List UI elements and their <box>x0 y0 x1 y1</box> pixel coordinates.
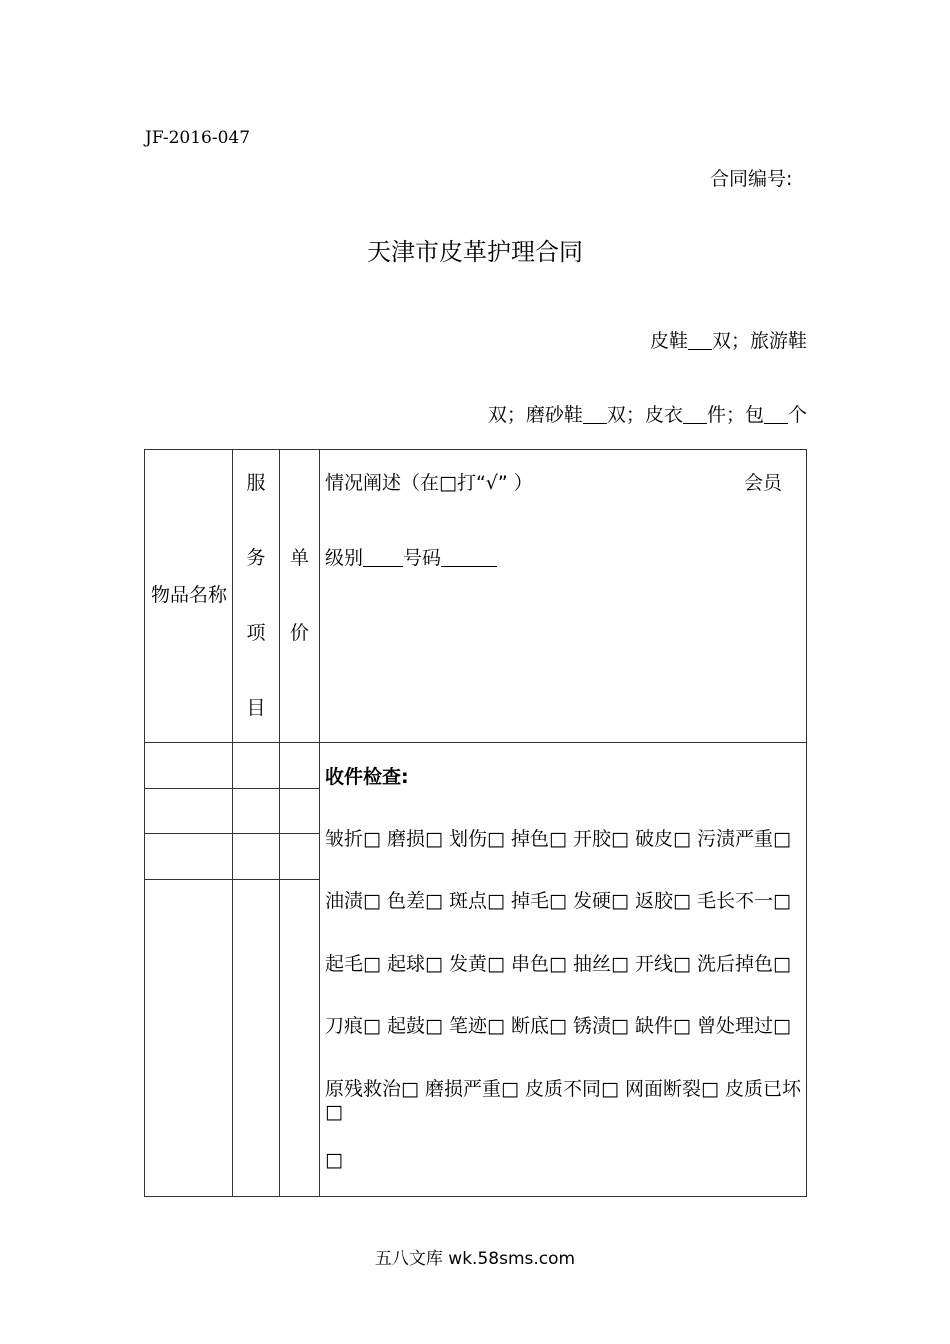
travel-shoes-label: 旅游鞋 <box>749 330 807 352</box>
pair-label: 双； <box>711 330 750 352</box>
price-header <box>280 450 319 742</box>
inspection-line: 起毛□ 起球□ 发黄□ 串色□ 抽丝□ 开线□ 洗后掉色□ <box>325 953 791 975</box>
items-line-2 <box>488 400 807 427</box>
service-char: 服 <box>246 472 266 494</box>
price-char: 价 <box>289 622 309 644</box>
member-level-line <box>325 543 497 570</box>
service-table <box>144 449 807 1197</box>
description-label: 情况阐述（在□打“√” ） <box>325 472 533 494</box>
level-label: 级别 <box>325 547 364 569</box>
unit-label: 个 <box>787 404 807 426</box>
bag-blank[interactable] <box>764 404 788 424</box>
table-divider <box>145 833 320 834</box>
suede-shoes-blank[interactable] <box>583 404 607 424</box>
leather-coat-blank[interactable] <box>683 404 707 424</box>
inspection-line: 原残救治□ 磨损严重□ 皮质不同□ 网面断裂□ 皮质已坏□ <box>325 1078 801 1123</box>
pair-label-3: 双； <box>606 404 645 426</box>
inspection-title: 收件检查: <box>325 766 409 788</box>
leather-coat-label: 皮衣 <box>644 404 683 426</box>
leather-shoes-blank[interactable] <box>688 330 712 350</box>
price-char: 单 <box>289 547 309 569</box>
table-divider <box>145 879 320 880</box>
table-divider <box>319 450 320 1196</box>
service-char: 目 <box>246 697 266 719</box>
footer-watermark: 五八文库 wk.58sms.com <box>374 1249 576 1269</box>
service-char: 项 <box>246 622 266 644</box>
table-divider <box>145 788 320 789</box>
inspection-line: 刀痕□ 起鼓□ 笔迹□ 断底□ 锈渍□ 缺件□ 曾处理过□ <box>325 1015 791 1037</box>
inspection-line: 油渍□ 色差□ 斑点□ 掉毛□ 发硬□ 返胶□ 毛长不一□ <box>325 890 791 912</box>
piece-label: 件； <box>706 404 745 426</box>
items-line-1 <box>650 326 807 353</box>
document-code: JF-2016-047 <box>145 128 251 148</box>
pair-label-2: 双； <box>487 404 526 426</box>
number-blank[interactable] <box>441 547 497 567</box>
number-label: 号码 <box>403 547 442 569</box>
level-blank[interactable] <box>363 547 403 567</box>
bag-label: 包 <box>744 404 764 426</box>
member-label: 会员 <box>744 472 783 494</box>
service-char: 务 <box>246 547 266 569</box>
leather-shoes-label: 皮鞋 <box>649 330 688 352</box>
inspection-line: □ <box>325 1149 343 1171</box>
contract-number-label: 合同编号: <box>710 168 793 190</box>
suede-shoes-label: 磨砂鞋 <box>525 404 583 426</box>
service-header <box>233 450 279 742</box>
page-title: 天津市皮革护理合同 <box>367 238 583 266</box>
inspection-line: 皱折□ 磨损□ 划伤□ 掉色□ 开胶□ 破皮□ 污渍严重□ <box>325 828 791 850</box>
item-name-header: 物品名称 <box>151 584 228 606</box>
table-divider <box>145 742 807 743</box>
